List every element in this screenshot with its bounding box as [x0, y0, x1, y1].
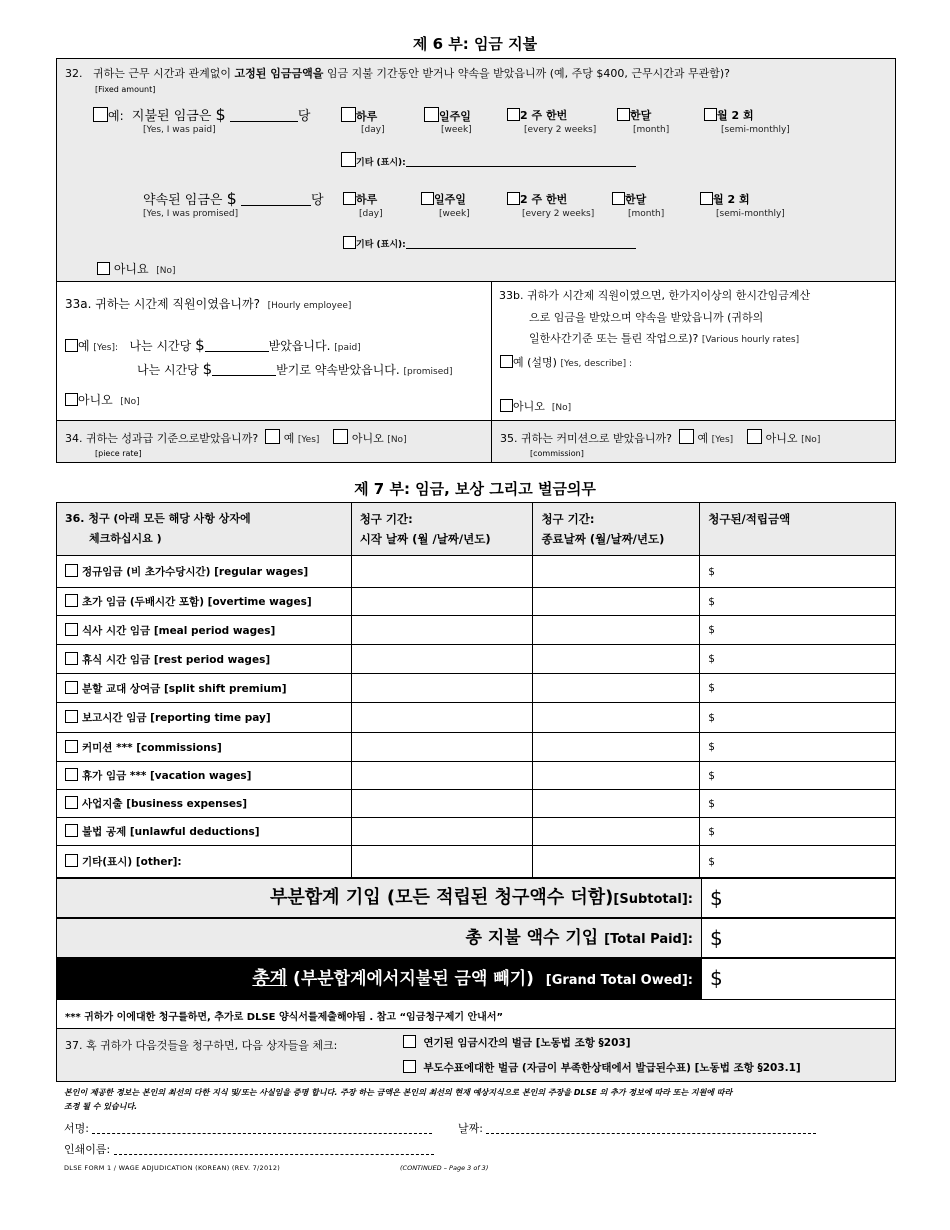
q32-promised-other-field[interactable] [406, 239, 636, 249]
q33a-line2-en: [promised] [403, 367, 453, 377]
claim-row-label-cell [57, 790, 352, 818]
claim-row-start-date[interactable] [351, 645, 533, 674]
q35-yes-label: 예 [697, 432, 709, 445]
q32-text-b: 임금 지불 기간동안 받거나 약속을 받았읍니까 (예, 주당 $400, 근무시간과 무관함)? [323, 67, 730, 80]
claim-row-amount[interactable]: $ [700, 818, 896, 846]
q32-promised-label: 약속된 임금은 [143, 193, 223, 208]
q37-section [56, 1028, 896, 1082]
total-paid-row [56, 918, 896, 958]
q34-text: 34. 귀하는 성과급 기준으로받았읍니까? [65, 432, 259, 445]
signature-label: 서명: [64, 1122, 89, 1135]
claim-row-label-cell [57, 733, 352, 762]
claims-header-start-line2: 시작 날짜 (월 /날짜/년도) [359, 532, 491, 546]
claim-row-start-date[interactable] [351, 674, 533, 703]
claim-row-checkbox[interactable] [65, 824, 78, 837]
q35-section [491, 420, 896, 463]
print-name-field[interactable] [114, 1143, 434, 1155]
claim-row-amount[interactable]: $ [700, 846, 896, 878]
claim-row [57, 733, 896, 762]
part6-title: 제 6 부: 임금 지불 [412, 35, 538, 53]
q32-promised-dollar: $ [226, 189, 237, 208]
date-label: 날짜: [458, 1122, 483, 1135]
q32-paid-semimonthly-label: 월 2 회 [717, 109, 754, 122]
q33a-line2-dollar: $ [202, 360, 213, 378]
claim-row-label: 정규임금 (비 초가수당시간) [regular wages] [82, 566, 309, 578]
q32-promised-month-checkbox[interactable] [612, 192, 625, 205]
grand-total-row [56, 958, 896, 1000]
q32-paid-other-label: 기타 (표시): [356, 158, 406, 168]
claim-row-checkbox[interactable] [65, 652, 78, 665]
claim-row-label: 보고시간 임금 [reporting time pay] [82, 712, 271, 724]
q32-paid-2weeks-label: 2 주 한번 [520, 109, 568, 122]
q33b-yes-en: [Yes, describe] : [560, 359, 632, 369]
claim-row-amount[interactable]: $ [700, 556, 896, 588]
claim-row-label-cell [57, 846, 352, 878]
claim-row-label-cell [57, 588, 352, 616]
q32-promised-semimonthly-en: [semi-monthly] [716, 209, 785, 219]
q33a-no-checkbox[interactable] [65, 393, 78, 406]
q32-text-a: 귀하는 근무 시간과 관계없이 [93, 67, 235, 80]
claim-row-label: 불법 공제 [unlawful deductions] [82, 826, 260, 838]
q32-yes-checkbox[interactable] [93, 107, 108, 122]
claim-row [57, 645, 896, 674]
form-id: DLSE FORM 1 / WAGE ADJUDICATION (KOREAN) (REV. 7/2012) [64, 1164, 281, 1172]
q35-yes-en: [Yes] [711, 435, 734, 445]
q32-text-bold: 고정된 임금금액을 [234, 67, 324, 80]
claim-row [57, 762, 896, 790]
claim-row-end-date[interactable] [533, 790, 700, 818]
q32-promised-week-label: 일주일 [434, 193, 466, 206]
q32-promised-day-label: 하루 [356, 193, 378, 206]
q32-yes-label: 예: [108, 109, 124, 123]
claim-row-amount[interactable]: $ [700, 790, 896, 818]
claim-row-amount[interactable]: $ [700, 733, 896, 762]
q32-paid-month-en: [month] [633, 125, 670, 135]
claim-row-start-date[interactable] [351, 703, 533, 733]
q32-text-en: [Fixed amount] [95, 85, 156, 94]
q32-promised-day-en: [day] [359, 209, 383, 219]
claims-header-start-line1: 청구 기간: [359, 512, 413, 526]
q35-no-checkbox[interactable] [747, 429, 762, 444]
claims-header-end-line1: 청구 기간: [541, 512, 595, 526]
claim-row-checkbox[interactable] [65, 710, 78, 723]
claims-header-amount [700, 503, 896, 556]
q32-paid-dollar: $ [215, 105, 226, 124]
claim-row-start-date[interactable] [351, 733, 533, 762]
q35-no-label: 아니오 [765, 432, 798, 445]
q34-no-checkbox[interactable] [333, 429, 348, 444]
q33b-yes-label: 예 (설명) [513, 356, 557, 369]
q32-promised-week-checkbox[interactable] [421, 192, 434, 205]
q32-no-en: [No] [156, 266, 176, 276]
q32-paid-semimonthly-en: [semi-monthly] [721, 125, 790, 135]
grand-total-dollar: $ [710, 966, 723, 990]
q32-promised-semimonthly-label: 월 2 회 [713, 193, 750, 206]
claim-row-label-cell [57, 762, 352, 790]
q32-promised-other-checkbox[interactable] [343, 236, 356, 249]
claim-row-end-date[interactable] [533, 703, 700, 733]
q33a-text: 33a. 귀하는 시간제 직원이였읍니까? [65, 297, 260, 311]
q33a-yes-checkbox[interactable] [65, 339, 78, 352]
claim-row-amount[interactable]: $ [700, 616, 896, 645]
claim-row-end-date[interactable] [533, 846, 700, 878]
q33b-no-checkbox[interactable] [500, 399, 513, 412]
grand-total-en: [Grand Total Owed]: [545, 973, 693, 988]
claim-row-label: 기타(표시) [other]: [82, 856, 182, 868]
claim-row-label: 식사 시간 임금 [meal period wages] [82, 624, 276, 637]
q33b-line1: 33b. 귀하가 시간제 직원이였으면, 한가지이상의 한시간임금계산 [499, 289, 811, 302]
claim-row [57, 818, 896, 846]
q34-yes-checkbox[interactable] [265, 429, 280, 444]
q33b-line3: 일한사간기준 또는 틀린 작업으로)? [529, 332, 699, 345]
total-paid-label: 총 지불 액수 기입 [465, 928, 599, 948]
claims-table [56, 502, 896, 878]
subtotal-amount-field[interactable] [701, 879, 895, 917]
claims-header-start [351, 503, 533, 556]
q32-paid-other-checkbox[interactable] [341, 152, 356, 167]
claim-row-end-date[interactable] [533, 818, 700, 846]
q34-yes-en: [Yes] [297, 435, 320, 445]
claim-row-amount[interactable]: $ [700, 674, 896, 703]
subtotal-label: 부분합계 기입 (모든 적립된 청구액수 더함) [270, 887, 614, 908]
certification-line1: 본인이 제공한 정보는 본인의 최선의 다한 지식 및/또는 사실임을 증명 합니다. 주장 하는 금액은 본인의 최선의 현재 예상지식으로 본인의 주장을 DLSE 의 추가 정보에 따라 또는 지원에 따라 [64, 1088, 733, 1097]
q37-opt1-label: 연기된 임금시간의 벌금 [노동법 조항 §203] [423, 1037, 631, 1049]
q32-paid-month-label: 한달 [630, 109, 652, 122]
q32-paid-week-en: [week] [441, 125, 472, 135]
q32-no-label: 아니요 [113, 262, 149, 276]
q34-section [56, 420, 492, 463]
grand-total-label: 총계 [252, 968, 288, 989]
q32-paid-amount-field[interactable] [230, 110, 298, 122]
claim-row-checkbox[interactable] [65, 796, 78, 809]
q32-promised-amount-field[interactable] [241, 194, 311, 206]
claims-header-end-line2: 종료날짜 (월/날짜/년도) [541, 532, 665, 546]
claim-row-label-cell [57, 818, 352, 846]
claim-row-start-date[interactable] [351, 818, 533, 846]
claim-row-label-cell [57, 616, 352, 645]
claim-row-end-date[interactable] [533, 762, 700, 790]
q32-promised-month-label: 한달 [625, 193, 647, 206]
q34-no-en: [No] [387, 435, 407, 445]
claims-header-claim [57, 503, 352, 556]
claim-row-start-date[interactable] [351, 588, 533, 616]
q32-paid-week-checkbox[interactable] [424, 107, 439, 122]
q32-promised-per: 당 [310, 193, 324, 208]
total-paid-amount-field[interactable] [701, 919, 895, 957]
q35-no-en: [No] [801, 435, 821, 445]
q32-promised-en: [Yes, I was promised] [143, 209, 239, 219]
q32-section [56, 58, 896, 282]
q33a-line1-en: [paid] [334, 343, 361, 353]
q33a-text-en: [Hourly employee] [267, 301, 352, 311]
q33a-promised-rate-field[interactable] [212, 364, 276, 376]
q32-no-checkbox[interactable] [97, 262, 110, 275]
certification-text [64, 1086, 894, 1114]
q32-paid-label: 지불된 임금은 [131, 109, 212, 124]
claim-row-end-date[interactable] [533, 645, 700, 674]
subtotal-dollar: $ [710, 886, 723, 910]
claim-row-label: 커미션 *** [commissions] [82, 741, 222, 754]
claim-row-label: 초가 임금 (두배시간 포함) [overtime wages] [82, 596, 312, 608]
continued-note: (CONTINUED – Page 3 of 3) [400, 1164, 489, 1172]
q35-text-en: [commission] [530, 449, 584, 458]
footnote-text: *** 귀하가 이에대한 청구를하면, 추가로 DLSE 양식서를제출해야됨 . 참고 “임금청구제기 안내서” [65, 1012, 504, 1023]
claim-row-start-date[interactable] [351, 790, 533, 818]
q32-paid-2weeks-en: [every 2 weeks] [524, 125, 597, 135]
claim-row [57, 846, 896, 878]
q32-paid-semimonthly-checkbox[interactable] [704, 108, 717, 121]
q33a-line2-end: 받기로 약속받았읍니다. [276, 363, 400, 377]
q33b-section [491, 281, 896, 421]
total-paid-dollar: $ [710, 926, 723, 950]
q32-promised-2weeks-label: 2 주 한번 [520, 193, 568, 206]
claim-row-end-date[interactable] [533, 588, 700, 616]
q33b-text-en: [Various hourly rates] [701, 335, 800, 345]
q33b-no-label: 아니오 [513, 400, 545, 413]
q33b-yes-checkbox[interactable] [500, 355, 513, 368]
q37-text: 37. 혹 귀하가 다음것들을 청구하면, 다음 상자들을 체크: [65, 1039, 338, 1052]
claim-row-label: 휴식 시간 임금 [rest period wages] [82, 653, 271, 666]
footnote-row [56, 999, 896, 1029]
claim-row-amount[interactable]: $ [700, 762, 896, 790]
q37-opt2-label: 부도수표에대한 벌금 (자금이 부족한상태에서 발급된수표) [노동법 조항 §203.1] [423, 1062, 801, 1074]
claims-header-claim-line2: 체크하십시요 ) [89, 532, 162, 545]
q32-yes-en: [Yes, I was paid] [143, 125, 216, 135]
q32-promised-2weeks-checkbox[interactable] [507, 192, 520, 205]
claim-row-end-date[interactable] [533, 733, 700, 762]
date-field[interactable] [486, 1122, 816, 1134]
claim-row [57, 556, 896, 588]
grand-total-amount-field[interactable] [701, 959, 895, 999]
claim-row-checkbox[interactable] [65, 768, 78, 781]
claim-row-end-date[interactable] [533, 556, 700, 588]
claim-row-start-date[interactable] [351, 616, 533, 645]
q33a-no-label: 아니오 [78, 393, 113, 407]
claim-row-end-date[interactable] [533, 616, 700, 645]
q33a-section [56, 281, 492, 421]
claims-header-end [533, 503, 700, 556]
claim-row [57, 790, 896, 818]
q35-text: 35. 귀하는 커미션으로 받았읍니까? [500, 432, 672, 445]
q33b-line2: 으로 임금을 받았으며 약속을 받았읍니까 (귀하의 [529, 311, 764, 324]
q32-paid-other-field[interactable] [406, 157, 636, 167]
q33a-no-en: [No] [120, 397, 140, 407]
q33a-yes-label: 예 [78, 339, 90, 353]
q32-promised-other-label: 기타 (표시): [356, 240, 406, 250]
claim-row-start-date[interactable] [351, 846, 533, 878]
q32-paid-day-en: [day] [361, 125, 385, 135]
q34-no-label: 아니오 [351, 432, 384, 445]
claim-row-label-cell [57, 674, 352, 703]
q32-promised-semimonthly-checkbox[interactable] [700, 192, 713, 205]
part7-title: 제 7 부: 임금, 보상 그리고 벌금의무 [354, 480, 596, 498]
grand-total-label2: (부분합계에서지불된 금액 빼기) [287, 969, 534, 989]
q35-yes-checkbox[interactable] [679, 429, 694, 444]
q33b-no-en: [No] [551, 403, 572, 413]
q32-paid-day-label: 하루 [356, 110, 378, 123]
claim-row-checkbox[interactable] [65, 740, 78, 753]
q33a-line1-end: 받았읍니다. [268, 339, 331, 353]
q32-promised-2weeks-en: [every 2 weeks] [522, 209, 595, 219]
claim-row-start-date[interactable] [351, 762, 533, 790]
claim-row [57, 616, 896, 645]
q32-promised-month-en: [month] [628, 209, 665, 219]
q32-paid-2weeks-checkbox[interactable] [507, 108, 520, 121]
q32-promised-week-en: [week] [439, 209, 470, 219]
claim-row [57, 703, 896, 733]
claim-row-label: 사업지출 [business expenses] [82, 798, 248, 810]
claims-header-claim-line1: 36. 청구 (아래 모든 해당 사항 상자에 [65, 512, 251, 525]
subtotal-row [56, 878, 896, 918]
claim-row-checkbox[interactable] [65, 594, 78, 607]
total-paid-en: [Total Paid]: [604, 932, 693, 947]
claim-row [57, 674, 896, 703]
claim-row-end-date[interactable] [533, 674, 700, 703]
certification-line2: 조정 될 수 있습니다. [64, 1102, 138, 1111]
signature-field[interactable] [92, 1122, 432, 1134]
claim-row-label: 휴가 임금 *** [vacation wages] [82, 770, 252, 782]
q33a-line1-dollar: $ [195, 336, 205, 354]
q34-yes-label: 예 [283, 432, 295, 445]
claim-row-label-cell [57, 645, 352, 674]
q32-paid-week-label: 일주일 [439, 110, 471, 123]
claim-row-checkbox[interactable] [65, 681, 78, 694]
claim-row-label-cell [57, 703, 352, 733]
claim-row-amount[interactable]: $ [700, 645, 896, 674]
q32-paid-day-checkbox[interactable] [341, 107, 356, 122]
print-name-label: 인쇄이름: [64, 1143, 111, 1156]
q33a-line2: 나는 시간당 [137, 363, 199, 377]
claim-row-amount[interactable]: $ [700, 703, 896, 733]
claim-row-checkbox[interactable] [65, 854, 78, 867]
q32-promised-day-checkbox[interactable] [343, 192, 356, 205]
q34-text-en: [piece rate] [95, 449, 142, 458]
claims-header-amount-line1: 청구된/적립금액 [708, 512, 791, 526]
claim-row-label: 분할 교대 상여금 [split shift premium] [82, 682, 287, 695]
q37-opt1-checkbox[interactable] [403, 1035, 416, 1048]
q32-number: 32. [65, 67, 83, 80]
claim-row-checkbox[interactable] [65, 564, 78, 577]
q33a-paid-rate-field[interactable] [205, 340, 269, 352]
q33a-yes-en: [Yes]: [93, 343, 119, 353]
claim-row-start-date[interactable] [351, 556, 533, 588]
q37-opt2-checkbox[interactable] [403, 1060, 416, 1073]
claim-row [57, 588, 896, 616]
q33a-line1: 나는 시간당 [129, 339, 192, 353]
q32-paid-month-checkbox[interactable] [617, 108, 630, 121]
q32-paid-per: 당 [297, 109, 311, 124]
claim-row-label-cell [57, 556, 352, 588]
subtotal-en: [Subtotal]: [613, 892, 693, 907]
claim-row-checkbox[interactable] [65, 623, 78, 636]
claim-row-amount[interactable]: $ [700, 588, 896, 616]
